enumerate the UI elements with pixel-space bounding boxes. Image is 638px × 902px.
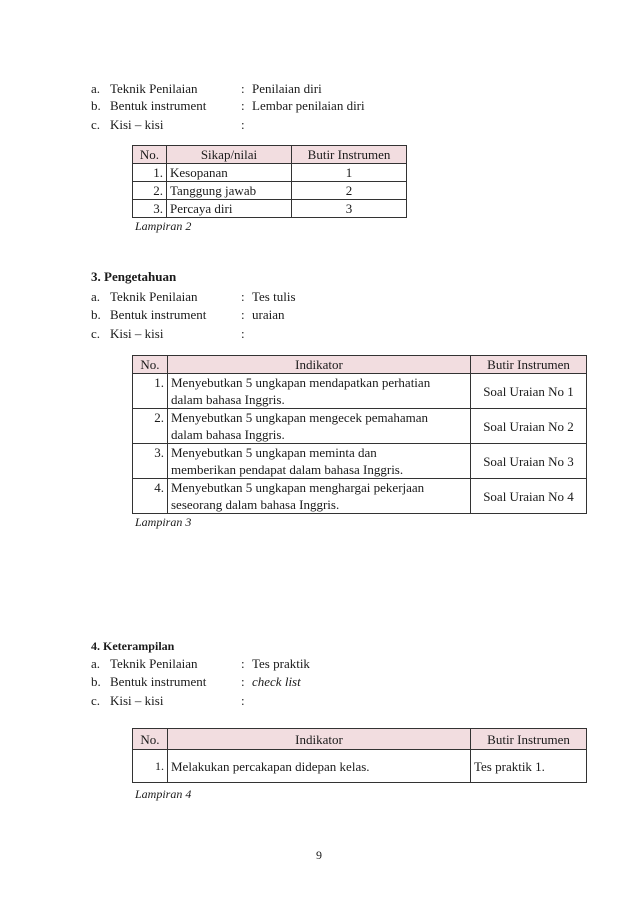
item-colon: :	[241, 98, 245, 113]
table-header-row	[133, 356, 587, 374]
cell-butir: 1	[292, 164, 407, 182]
item-colon: :	[241, 289, 245, 304]
cell-butir: Tes praktik 1.	[471, 750, 587, 783]
table-row	[133, 374, 587, 409]
item-colon: :	[241, 307, 245, 322]
item-value: Tes tulis	[252, 289, 296, 304]
cell-indikator	[168, 479, 471, 514]
item-letter: c.	[91, 117, 101, 132]
cell-no: 3.	[133, 200, 167, 218]
item-letter: a.	[91, 656, 101, 671]
item-key: Bentuk instrument	[110, 98, 207, 113]
cell-indikator	[168, 409, 471, 444]
item-key: Teknik Penilaian	[110, 81, 198, 96]
item-letter: a.	[91, 289, 101, 304]
cell-butir: 3	[292, 200, 407, 218]
cell-no: 4.	[133, 479, 168, 514]
indikator-line: memberikan pendapat dalam bahasa Inggris.	[171, 462, 404, 477]
cell-no: 3.	[133, 444, 168, 479]
indikator-line: Menyebutkan 5 ungkapan mendapatkan perhatian	[171, 375, 431, 390]
indikator-line: Menyebutkan 5 ungkapan menghargai pekerjaan	[171, 480, 425, 495]
header-butir: Butir Instrumen	[292, 146, 407, 164]
item-colon: :	[241, 326, 245, 341]
item-letter: b.	[91, 307, 101, 322]
header-sikap: Sikap/nilai	[167, 146, 292, 164]
cell-no: 1.	[133, 750, 168, 783]
cell-sikap: Tanggung jawab	[167, 182, 292, 200]
indikator-line: Menyebutkan 5 ungkapan meminta dan	[171, 445, 377, 460]
item-key: Teknik Penilaian	[110, 656, 198, 671]
header-no: No.	[133, 146, 167, 164]
item-letter: b.	[91, 98, 101, 113]
item-colon: :	[241, 674, 245, 689]
page-number: 9	[316, 848, 322, 862]
indikator-line: seseorang dalam bahasa Inggris.	[171, 497, 340, 512]
item-value: Penilaian diri	[252, 81, 322, 96]
item-key: Kisi – kisi	[110, 693, 164, 708]
table-row	[133, 750, 587, 783]
item-value: Tes praktik	[252, 656, 310, 671]
item-colon: :	[241, 81, 245, 96]
cell-butir: Soal Uraian No 4	[471, 479, 587, 514]
cell-no: 1.	[133, 164, 167, 182]
table-header-row	[133, 729, 587, 750]
header-indikator: Indikator	[168, 356, 471, 374]
cell-sikap: Percaya diri	[167, 200, 292, 218]
item-key: Teknik Penilaian	[110, 289, 198, 304]
item-colon: :	[241, 117, 245, 132]
item-colon: :	[241, 693, 245, 708]
cell-indikator	[168, 374, 471, 409]
caption-lampiran-2: Lampiran 2	[135, 219, 192, 233]
caption-lampiran-3: Lampiran 3	[135, 515, 192, 529]
cell-butir: Soal Uraian No 3	[471, 444, 587, 479]
item-key: Bentuk instrument	[110, 307, 207, 322]
cell-indikator: Melakukan percakapan didepan kelas.	[168, 750, 471, 783]
table-header-row	[133, 146, 407, 164]
item-key: Bentuk instrument	[110, 674, 207, 689]
item-key: Kisi – kisi	[110, 326, 164, 341]
keterampilan-table	[132, 728, 587, 783]
table-row	[133, 200, 407, 218]
table-row	[133, 182, 407, 200]
item-letter: c.	[91, 326, 101, 341]
section-title-keterampilan: 4. Keterampilan	[91, 639, 175, 653]
header-butir: Butir Instrumen	[471, 729, 587, 750]
item-value: Lembar penilaian diri	[252, 98, 365, 113]
header-no: No.	[133, 356, 168, 374]
cell-no: 2.	[133, 182, 167, 200]
cell-no: 2.	[133, 409, 168, 444]
table-row	[133, 479, 587, 514]
cell-no: 1.	[133, 374, 168, 409]
cell-sikap: Kesopanan	[167, 164, 292, 182]
header-no: No.	[133, 729, 168, 750]
section-title-pengetahuan: 3. Pengetahuan	[91, 269, 177, 284]
cell-butir: Soal Uraian No 2	[471, 409, 587, 444]
cell-indikator	[168, 444, 471, 479]
item-colon: :	[241, 656, 245, 671]
item-value: uraian	[252, 307, 285, 322]
item-key: Kisi – kisi	[110, 117, 164, 132]
item-letter: a.	[91, 81, 101, 96]
table-row	[133, 444, 587, 479]
pengetahuan-table	[132, 355, 587, 514]
indikator-line: dalam bahasa Inggris.	[171, 392, 285, 407]
item-letter: b.	[91, 674, 101, 689]
sikap-table	[132, 145, 407, 218]
caption-lampiran-4: Lampiran 4	[135, 787, 192, 801]
item-letter: c.	[91, 693, 101, 708]
indikator-line: dalam bahasa Inggris.	[171, 427, 285, 442]
table-row	[133, 164, 407, 182]
table-row	[133, 409, 587, 444]
cell-butir: Soal Uraian No 1	[471, 374, 587, 409]
cell-butir: 2	[292, 182, 407, 200]
item-value: check list	[252, 674, 301, 689]
indikator-line: Menyebutkan 5 ungkapan mengecek pemahaman	[171, 410, 429, 425]
header-indikator: Indikator	[168, 729, 471, 750]
header-butir: Butir Instrumen	[471, 356, 587, 374]
